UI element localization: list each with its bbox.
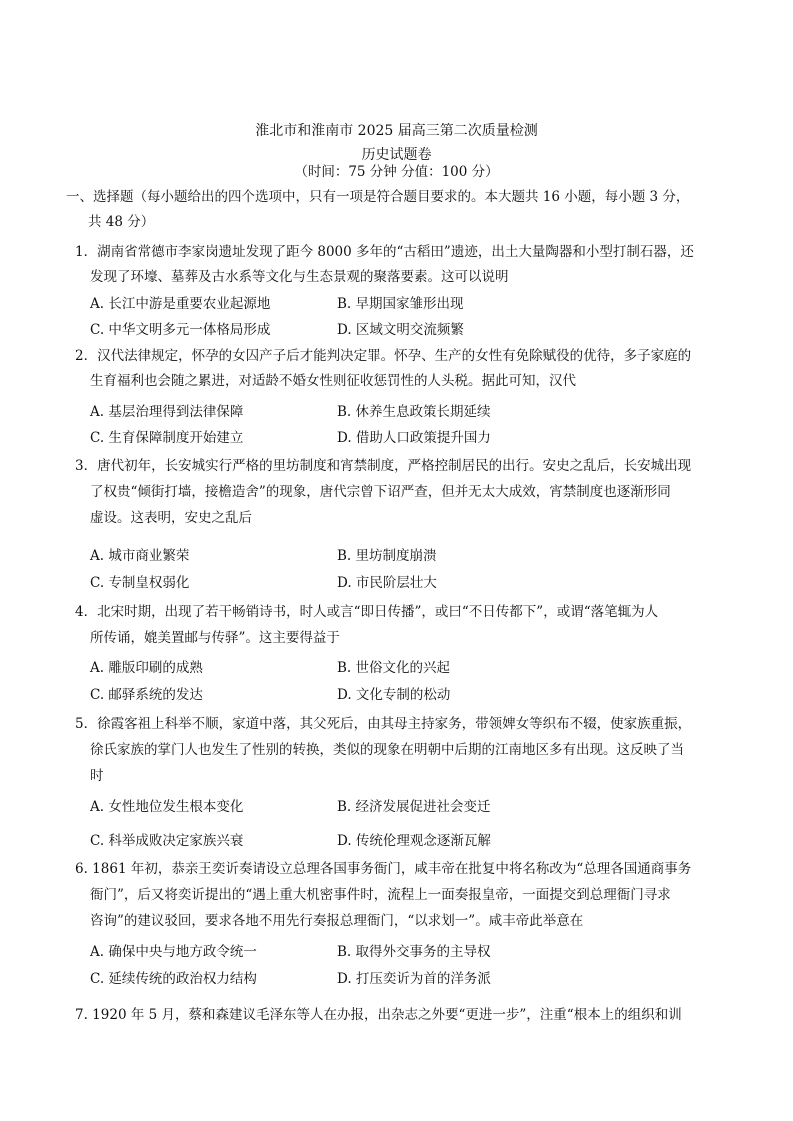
question-stem: 5．徐霞客祖上科举不顺，家道中落，其父死后，由其母主持家务，带领婢女等织布不辍，使家族重振， <box>75 716 692 732</box>
option-d: D. 市民阶层壮大 <box>337 575 437 591</box>
option-d: D. 打压奕䜣为首的洋务派 <box>337 971 491 987</box>
question-stem: 了权贵“倾街打墙，接檐造舍”的现象，唐代宗曾下诏严查，但并无太大成效，宵禁制度也逐渐形同 <box>90 484 671 500</box>
option-c: C. 科举成败决定家族兴衰 <box>90 833 244 849</box>
question-stem: 时 <box>90 768 104 784</box>
exam-title: 淮北市和淮南市 2025 届高三第二次质量检测 <box>255 123 538 139</box>
option-c: C. 邮驿系统的发达 <box>90 687 203 703</box>
exam-meta: （时间：75 分钟 分值：100 分） <box>294 164 499 180</box>
option-d: D. 借助人口政策提升国力 <box>337 430 491 446</box>
option-d: D. 传统伦理观念逐渐瓦解 <box>337 833 491 849</box>
question-stem: 2．汉代法律规定，怀孕的女囚产子后才能判决定罪。怀孕、生产的女性有免除赋役的优待，多子家庭的 <box>75 348 692 364</box>
option-b: B. 早期国家雏形出现 <box>337 296 464 312</box>
option-a: A. 女性地位发生根本变化 <box>90 799 244 815</box>
question-stem: 发现了环壕、墓葬及古水系等文化与生态景观的聚落要素。这可以说明 <box>90 269 509 285</box>
option-b: B. 休养生息政策长期延续 <box>337 404 491 420</box>
question-stem: 衙门”，后又将奕䜣提出的“遇上重大机密事件时，流程上一面奏报皇帝，一面提交到总理衙门寻求 <box>90 887 671 903</box>
option-a: A. 长江中游是重要农业起源地 <box>90 296 271 312</box>
question-stem: 咨询”的建议驳回，要求各地不用先行奏报总理衙门，“以求划一”。咸丰帝此举意在 <box>90 913 584 929</box>
option-a: A. 基层治理得到法律保障 <box>90 404 244 420</box>
option-a: A. 确保中央与地方政令统一 <box>90 944 257 960</box>
option-c: C. 专制皇权弱化 <box>90 575 190 591</box>
section-heading-line2: 共 48 分） <box>88 214 155 230</box>
question-stem: 3．唐代初年，长安城实行严格的里坊制度和宵禁制度，严格控制居民的出行。安史之乱后，长安城出现 <box>75 458 692 474</box>
question-stem: 生育福利也会随之累进，对适龄不婚女性则征收惩罚性的人头税。据此可知，汉代 <box>90 373 576 389</box>
question-stem: 6. 1861 年初，恭亲王奕䜣奏请设立总理各国事务衙门，咸丰帝在批复中将名称改为“总理各国通商事务 <box>75 861 692 877</box>
question-stem: 4．北宋时期，出现了若干畅销诗书，时人或言“即日传播”，或曰“不日传都下”，或谓“落笔辄为人 <box>75 604 659 620</box>
option-d: D. 文化专制的松动 <box>337 687 451 703</box>
option-b: B. 取得外交事务的主导权 <box>337 944 491 960</box>
question-stem: 虚设。这表明，安史之乱后 <box>90 510 252 526</box>
option-c: C. 生育保障制度开始建立 <box>90 430 244 446</box>
section-heading-line1: 一、选择题（每小题给出的四个选项中，只有一项是符合题目要求的。本大题共 16 小题，每小题 3 分， <box>66 189 690 205</box>
option-b: B. 世俗文化的兴起 <box>337 660 451 676</box>
question-stem: 所传诵，媲美置邮与传驿”。这主要得益于 <box>90 630 340 646</box>
exam-subject: 历史试题卷 <box>361 147 432 163</box>
option-b: B. 里坊制度崩溃 <box>337 548 437 564</box>
option-c: C. 中华文明多元一体格局形成 <box>90 322 271 338</box>
option-a: A. 城市商业繁荣 <box>90 548 190 564</box>
option-a: A. 雕版印刷的成熟 <box>90 660 203 676</box>
option-d: D. 区域文明交流频繁 <box>337 322 464 338</box>
question-stem: 徐氏家族的掌门人也发生了性别的转换，类似的现象在明朝中后期的江南地区多有出现。这反映了当 <box>90 742 684 758</box>
option-c: C. 延续传统的政治权力结构 <box>90 971 257 987</box>
question-stem: 7. 1920 年 5 月，蔡和森建议毛泽东等人在办报，出杂志之外要“更进一步”，注重“根本上的组织和训 <box>75 1007 682 1023</box>
question-stem: 1．湖南省常德市李家岗遗址发现了距今 8000 多年的“古稻田”遗迹，出土大量陶器和小型打制石器，还 <box>75 244 694 260</box>
option-b: B. 经济发展促进社会变迁 <box>337 799 491 815</box>
